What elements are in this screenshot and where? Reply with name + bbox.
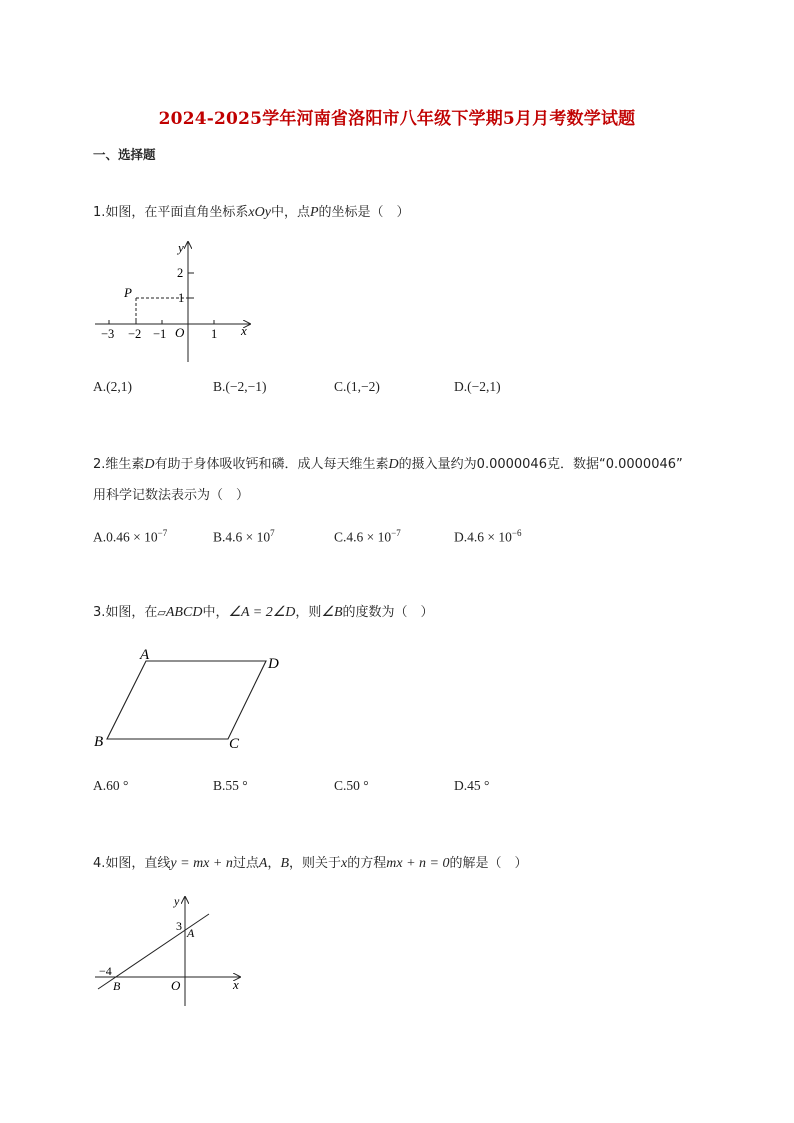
- option-b[interactable]: B.55 °: [213, 778, 248, 793]
- point-a-label: A: [187, 926, 195, 940]
- question-4-figure: [93, 893, 253, 1008]
- origin-label: O: [171, 978, 181, 993]
- question-2-line-1: 2.维生素D有助于身体吸收钙和磷．成人每天维生素D的摄入量约为0.0000046克．数据“0.0000046”: [93, 457, 683, 472]
- point-b-label: B: [113, 979, 121, 993]
- option-d[interactable]: D.45 °: [454, 778, 490, 793]
- option-c[interactable]: C.(1,−2): [334, 379, 380, 394]
- option-d[interactable]: $D.4.6 \times 10^{-6}$: [454, 528, 522, 545]
- page-title: 2024-2025学年河南省洛阳市八年级下学期5月月考数学试题: [158, 109, 636, 129]
- option-b[interactable]: $B.4.6 \times 10^7$: [213, 528, 275, 545]
- option-d[interactable]: D.(−2,1): [454, 379, 501, 394]
- y-axis-label: y: [178, 240, 184, 255]
- option-a[interactable]: $A.0.46 \times 10^{-7}$: [93, 528, 168, 545]
- tick-y-1: 1: [178, 291, 185, 305]
- option-b[interactable]: B.(−2,−1): [213, 379, 267, 394]
- question-1-figure: [93, 238, 253, 363]
- question-3-figure: [93, 645, 293, 755]
- question-4-text: 4.如图，直线y = mx + n过点A，B，则关于x的方程mx + n = 0的解是（ ）: [93, 856, 528, 871]
- y-axis-label: y: [174, 894, 180, 908]
- question-2-line-2: 用科学记数法表示为（ ）: [93, 488, 250, 503]
- question-3-text: 3.如图，在▱ABCD中，∠A = 2∠D，则∠B的度数为（ ）: [93, 605, 434, 620]
- option-a[interactable]: A.(2,1): [93, 379, 132, 394]
- option-c[interactable]: $C.4.6 \times 10^{-7}$: [334, 528, 401, 545]
- option-c[interactable]: C.50 °: [334, 778, 369, 793]
- vertex-b-label: B: [94, 734, 104, 750]
- x-axis-label: x: [233, 977, 239, 992]
- x-axis-label: x: [241, 323, 247, 338]
- origin-label: O: [175, 325, 185, 340]
- tick-x-neg1: −1: [153, 327, 167, 341]
- vertex-c-label: C: [229, 736, 240, 752]
- vertex-d-label: D: [268, 656, 279, 672]
- option-a[interactable]: A.60 °: [93, 778, 129, 793]
- tick-x-neg4: −4: [99, 964, 112, 978]
- tick-x-1: 1: [211, 327, 218, 341]
- tick-x-neg3: −3: [101, 327, 115, 341]
- tick-y-2: 2: [177, 266, 184, 280]
- question-1-options: [93, 379, 613, 399]
- parallelogram: [107, 661, 266, 739]
- point-p-label: P: [124, 285, 132, 300]
- question-1-text: 1.如图，在平面直角坐标系xOy中，点P的坐标是（ ）: [93, 205, 410, 220]
- tick-x-neg2: −2: [128, 327, 142, 341]
- section-heading: 一、选择题: [93, 147, 156, 162]
- tick-y-3: 3: [176, 919, 182, 933]
- question-3-options: [93, 778, 613, 798]
- vertex-a-label: A: [140, 647, 150, 663]
- question-2-options: [93, 528, 613, 548]
